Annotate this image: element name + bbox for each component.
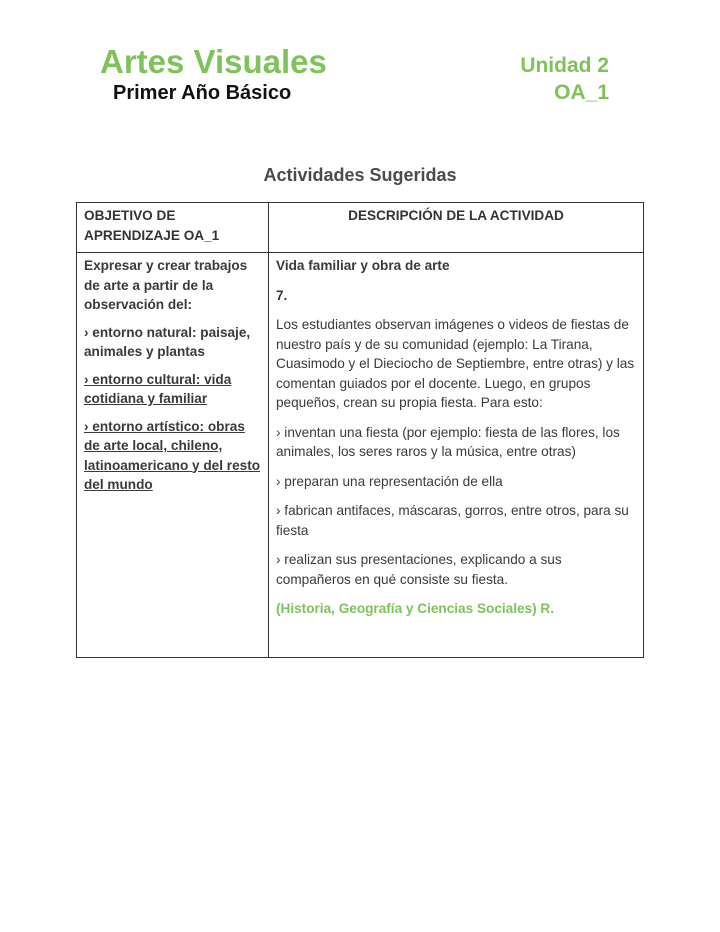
activity-bullet: › preparan una representación de ella bbox=[276, 473, 503, 489]
objective-intro: Expresar y crear trabajos de arte a partir de la observación del: bbox=[84, 258, 248, 312]
grade-subtitle: Primer Año Básico bbox=[113, 82, 292, 104]
cross-subject-note: (Historia, Geografía y Ciencias Sociales) R. bbox=[276, 601, 555, 616]
objective-item-link[interactable]: › entorno artístico: obras de arte local, chileno, latinoamericano y del resto del mundo bbox=[84, 418, 261, 492]
activity-bullet: › realizan sus presentaciones, explicando a sus compañeros en qué consiste su fiesta. bbox=[276, 552, 562, 587]
activity-number: 7. bbox=[276, 287, 288, 303]
table-row bbox=[77, 253, 644, 658]
subject-title: Artes Visuales bbox=[100, 43, 327, 80]
activities-table bbox=[76, 202, 644, 658]
activity-title: Vida familiar y obra de arte bbox=[276, 258, 450, 273]
objective-item: › entorno natural: paisaje, animales y plantas bbox=[84, 324, 251, 359]
header-description: DESCRIPCIÓN DE LA ACTIVIDAD bbox=[269, 203, 644, 253]
table-header-row bbox=[77, 203, 644, 253]
objective-item-link[interactable]: › entorno cultural: vida cotidiana y familiar bbox=[84, 371, 232, 406]
activity-bullet: › fabrican antifaces, máscaras, gorros, entre otros, para su fiesta bbox=[276, 503, 629, 538]
unit-label: Unidad 2 bbox=[520, 54, 609, 77]
header-objective: OBJETIVO DE APRENDIZAJE OA_1 bbox=[77, 203, 269, 253]
activity-bullet: › inventan una fiesta (por ejemplo: fiesta de las flores, los animales, los seres raros y la música, entre otras) bbox=[276, 424, 620, 459]
activity-paragraph: Los estudiantes observan imágenes o videos de fiestas de nuestro país y de su comunidad (ejemplo: La Tirana, Cuasimodo y el Dieciocho de Septiembre, entre otras) y las comentan guiados por el docente. Luego, en grupos pequeños, crean su propia fiesta. Para esto: bbox=[276, 317, 635, 410]
section-title: Actividades Sugeridas bbox=[263, 165, 457, 185]
oa-label: OA_1 bbox=[554, 81, 609, 104]
description-cell bbox=[269, 253, 644, 658]
objective-cell bbox=[77, 253, 269, 658]
